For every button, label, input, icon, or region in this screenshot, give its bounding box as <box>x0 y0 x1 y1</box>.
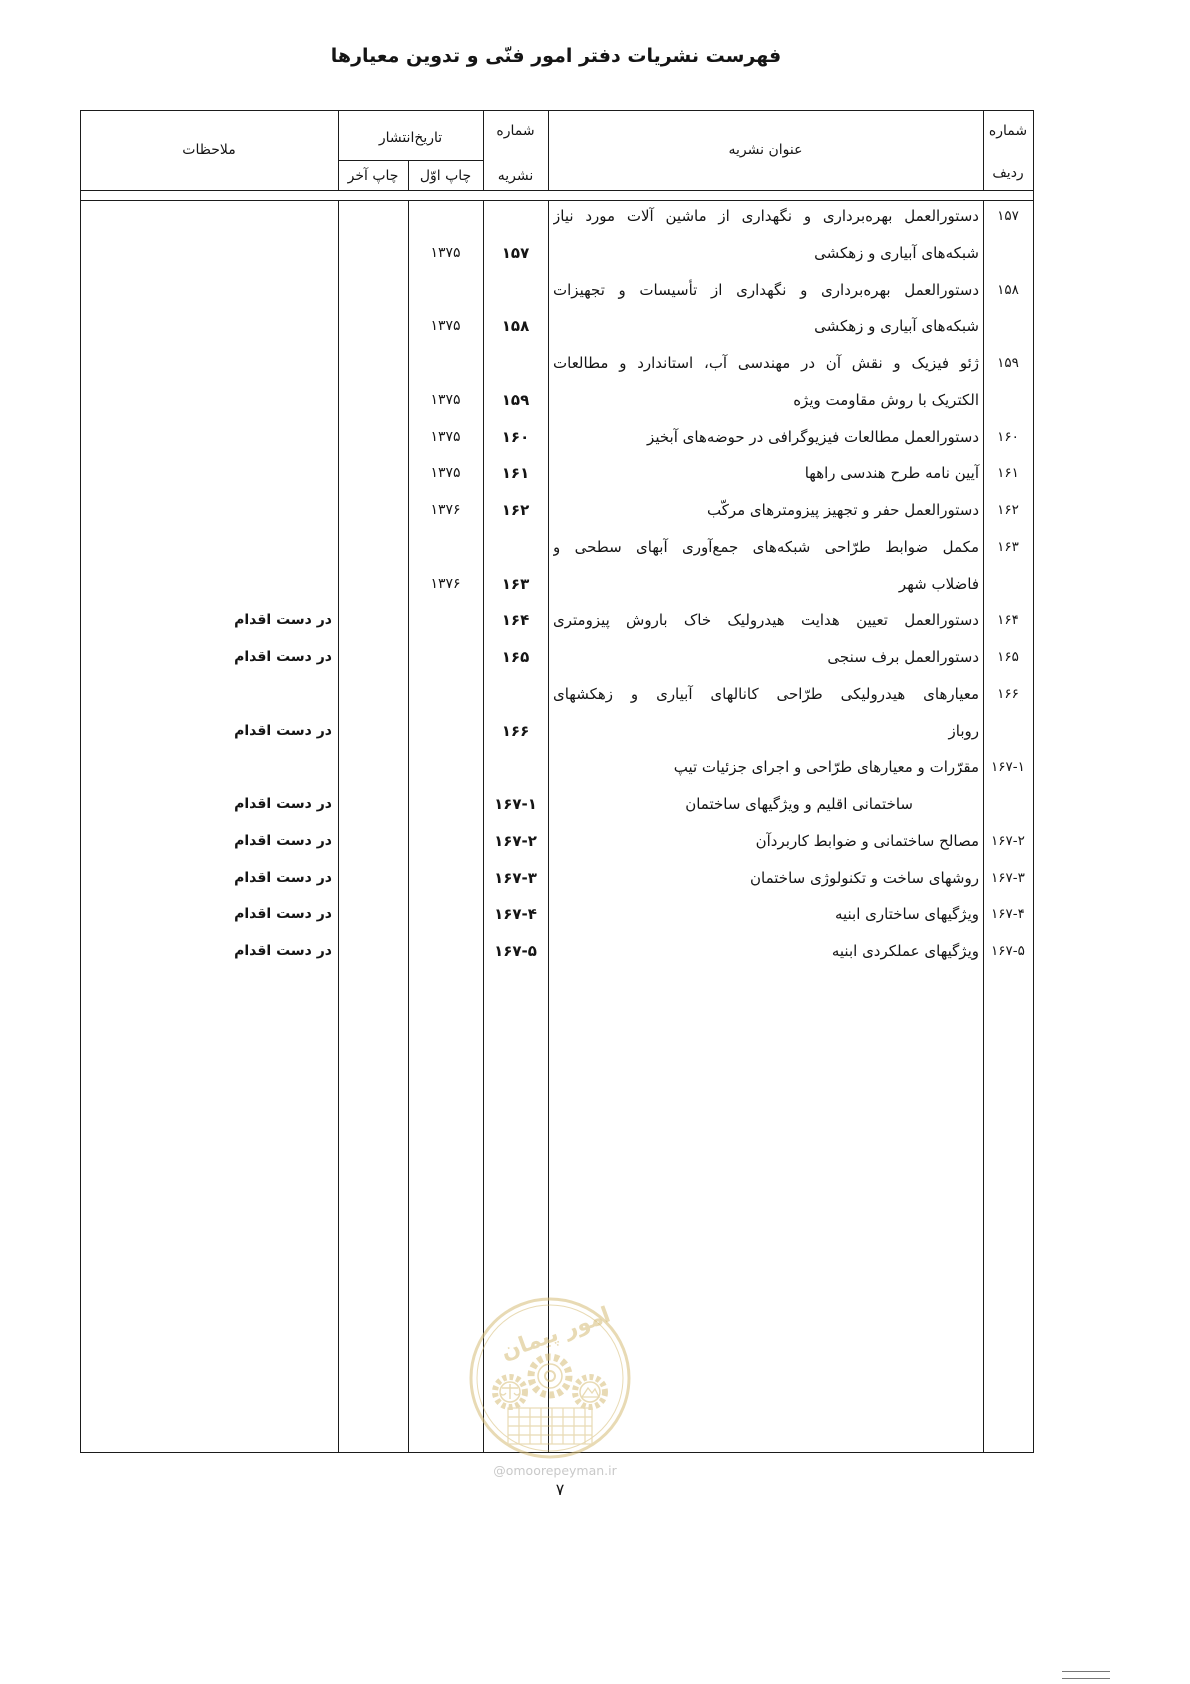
publication-number: ۱۶۷-۳ <box>494 868 537 887</box>
publication-title-line: شبکه‌های آبیاری و زهکشی <box>814 243 979 262</box>
first-print-year: ۱۳۷۵ <box>430 428 461 445</box>
notes-cell: در دست اقدام <box>234 869 332 886</box>
notes-cell: در دست اقدام <box>234 649 332 665</box>
row-number: ۱۵۸ <box>997 281 1019 298</box>
page-title: فهرست نشریات دفتر امور فنّی و تدوین معیارها <box>330 45 782 67</box>
publication-title-line: دستورالعمل بهره‌برداری و نگهداری از ماشین آلات مورد نیاز <box>553 207 979 225</box>
publication-number: ۱۶۳ <box>501 574 530 593</box>
header-row-number-top: شماره <box>988 123 1028 139</box>
row-number: ۱۵۷ <box>997 208 1019 224</box>
publication-number: ۱۶۱ <box>501 464 530 483</box>
scales-icon <box>500 1384 520 1399</box>
first-print-year: ۱۳۷۵ <box>430 318 461 335</box>
last-print-year <box>338 860 408 897</box>
header-publication-number-top: شماره <box>496 123 535 139</box>
publication-title-line: معیارهای هیدرولیکی طرّاحی کانالهای آبیاری و زهکشهای <box>553 684 979 703</box>
publication-title-line: مقرّرات و معیارهای طرّاحی و اجرای جزئیات تیپ <box>673 758 979 777</box>
watermark-logo <box>458 1294 642 1462</box>
row-number: ۱۶۷-۳ <box>991 869 1025 886</box>
building-grid-icon <box>508 1408 592 1444</box>
first-print-year <box>408 786 483 823</box>
gear-icon <box>531 1357 569 1395</box>
row-number: ۱۶۷-۵ <box>991 943 1025 959</box>
table-row <box>0 345 1190 419</box>
notes-cell: در دست اقدام <box>234 832 332 849</box>
row-number: ۱۶۰ <box>997 428 1019 445</box>
first-print-year: ۱۳۷۶ <box>430 575 461 592</box>
publication-number: ۱۵۷ <box>501 243 530 262</box>
header-publication-number-bottom: نشریه <box>497 168 534 184</box>
table-row <box>0 602 1190 639</box>
row-number: ۱۶۵ <box>997 649 1019 665</box>
first-print-year <box>408 933 483 970</box>
row-number: ۱۶۷-۱ <box>991 759 1025 776</box>
table-row <box>0 860 1190 897</box>
table-row <box>0 419 1190 456</box>
publication-number: ۱۵۸ <box>501 317 530 336</box>
last-print-year <box>338 786 408 823</box>
publication-number: ۱۵۹ <box>501 390 530 409</box>
publication-title-line: دستورالعمل بهره‌برداری و نگهداری از تأسیسات و تجهیزات <box>553 280 979 299</box>
last-print-year <box>338 823 408 860</box>
last-print-year <box>338 382 408 419</box>
notes-cell: در دست اقدام <box>234 722 332 739</box>
table-row <box>0 492 1190 529</box>
first-print-year <box>408 713 483 750</box>
publication-number: ۱۶۷-۵ <box>494 942 537 960</box>
page-number: ۷ <box>555 1480 565 1499</box>
publication-number: ۱۶۲ <box>501 501 530 519</box>
header-last-print: چاپ آخر <box>347 168 399 184</box>
publication-title-line: ژئو فیزیک و نقش آن در مهندسی آب، استاندارد و مطالعات <box>553 354 979 372</box>
table-row <box>0 933 1190 970</box>
first-print-year: ۱۳۷۵ <box>430 465 461 482</box>
notes-cell <box>84 455 332 492</box>
publication-title-line: دستورالعمل مطالعات فیزیوگرافی در حوضه‌های آبخیز <box>647 427 979 446</box>
publication-title-line: ویژگیهای عملکردی ابنیه <box>831 942 979 960</box>
notes-cell <box>84 566 332 603</box>
publication-number: ۱۶۷-۴ <box>494 905 537 924</box>
first-print-year <box>408 860 483 897</box>
last-print-year <box>338 602 408 639</box>
notes-cell <box>84 308 332 345</box>
header-date-divider <box>338 160 483 161</box>
first-print-year: ۱۳۷۵ <box>430 244 461 261</box>
publication-title-line: مصالح ساختمانی و ضوابط کاربردآن <box>755 831 979 850</box>
publication-title-line: روباز <box>948 721 979 740</box>
publication-number: ۱۶۷-۲ <box>494 831 537 850</box>
scan-artifact <box>1062 1671 1110 1672</box>
publication-number: ۱۶۰ <box>501 427 530 446</box>
table-row <box>0 529 1190 603</box>
notes-cell: در دست اقدام <box>234 943 332 959</box>
table-row <box>0 198 1190 272</box>
publication-title-line: الکتریک با روش مقاومت ویژه <box>793 390 979 409</box>
notes-cell <box>84 382 332 419</box>
watermark-website: @omoorepeyman.ir <box>493 1463 617 1478</box>
table-row <box>0 455 1190 492</box>
notes-cell: در دست اقدام <box>234 906 332 923</box>
publication-number: ۱۶۶ <box>501 721 530 740</box>
last-print-year <box>338 933 408 970</box>
publication-title-line: دستورالعمل تعیین هدایت هیدرولیک خاک باروش پیزومتری <box>553 611 979 630</box>
notes-cell <box>84 492 332 529</box>
row-number: ۱۶۷-۲ <box>991 832 1025 849</box>
table-row <box>0 676 1190 750</box>
publication-number: ۱۶۷-۱ <box>494 795 537 813</box>
first-print-year: ۱۳۷۵ <box>430 391 461 408</box>
row-number: ۱۶۲ <box>997 502 1019 518</box>
last-print-year <box>338 713 408 750</box>
table-row <box>0 823 1190 860</box>
publication-title-line: شبکه‌های آبیاری و زهکشی <box>814 317 979 336</box>
notes-cell <box>84 235 332 272</box>
notes-cell: در دست اقدام <box>234 796 332 812</box>
publication-title-line: روشهای ساخت و تکنولوژی ساختمان <box>750 868 979 887</box>
row-number: ۱۶۷-۴ <box>991 906 1025 923</box>
first-print-year: ۱۳۷۶ <box>430 502 461 518</box>
row-number: ۱۶۴ <box>997 612 1019 629</box>
last-print-year <box>338 235 408 272</box>
scan-artifact <box>1062 1678 1110 1679</box>
first-print-year <box>408 639 483 676</box>
header-row-number-bottom: ردیف <box>992 165 1024 181</box>
row-number: ۱۶۳ <box>997 538 1019 555</box>
publication-number: ۱۶۴ <box>501 611 530 630</box>
gear-icon <box>575 1377 605 1407</box>
last-print-year <box>338 419 408 456</box>
notes-cell <box>84 419 332 456</box>
publication-title-line: آیین نامه طرح هندسی راهها <box>804 464 979 483</box>
row-number: ۱۶۱ <box>997 465 1019 482</box>
header-publication-title: عنوان نشریه <box>728 142 803 158</box>
header-first-print: چاپ اوّل <box>419 168 472 184</box>
table-row <box>0 639 1190 676</box>
last-print-year <box>338 896 408 933</box>
first-print-year <box>408 823 483 860</box>
notes-cell: در دست اقدام <box>234 612 332 629</box>
publication-title-line: دستورالعمل برف سنجی <box>827 648 979 666</box>
last-print-year <box>338 566 408 603</box>
header-notes: ملاحظات <box>182 142 236 158</box>
watermark-logo-text: امور پیمان <box>497 1302 614 1366</box>
publication-number: ۱۶۵ <box>501 648 530 666</box>
header-publication-date: تاریخ‌انتشار <box>378 130 443 146</box>
publication-title-line: فاضلاب شهر <box>898 574 979 593</box>
last-print-year <box>338 308 408 345</box>
header-border-bottom <box>80 190 1034 191</box>
first-print-year <box>408 896 483 933</box>
first-print-year <box>408 602 483 639</box>
table-row <box>0 896 1190 933</box>
last-print-year <box>338 455 408 492</box>
row-number: ۱۶۶ <box>997 685 1019 702</box>
last-print-year <box>338 492 408 529</box>
publication-title-line: مکمل ضوابط طرّاحی شبکه‌های جمع‌آوری آبهای سطحی و <box>553 537 979 556</box>
publication-title-line: ویژگیهای ساختاری ابنیه <box>834 905 979 924</box>
table-row <box>0 749 1190 823</box>
publication-title-line: دستورالعمل حفر و تجهیز پیزومترهای مرکّب <box>706 501 979 519</box>
table-row <box>0 272 1190 346</box>
row-number: ۱۵۹ <box>997 355 1019 371</box>
last-print-year <box>338 639 408 676</box>
publication-title-line: ساختمانی اقلیم و ویژگیهای ساختمان <box>685 795 913 813</box>
